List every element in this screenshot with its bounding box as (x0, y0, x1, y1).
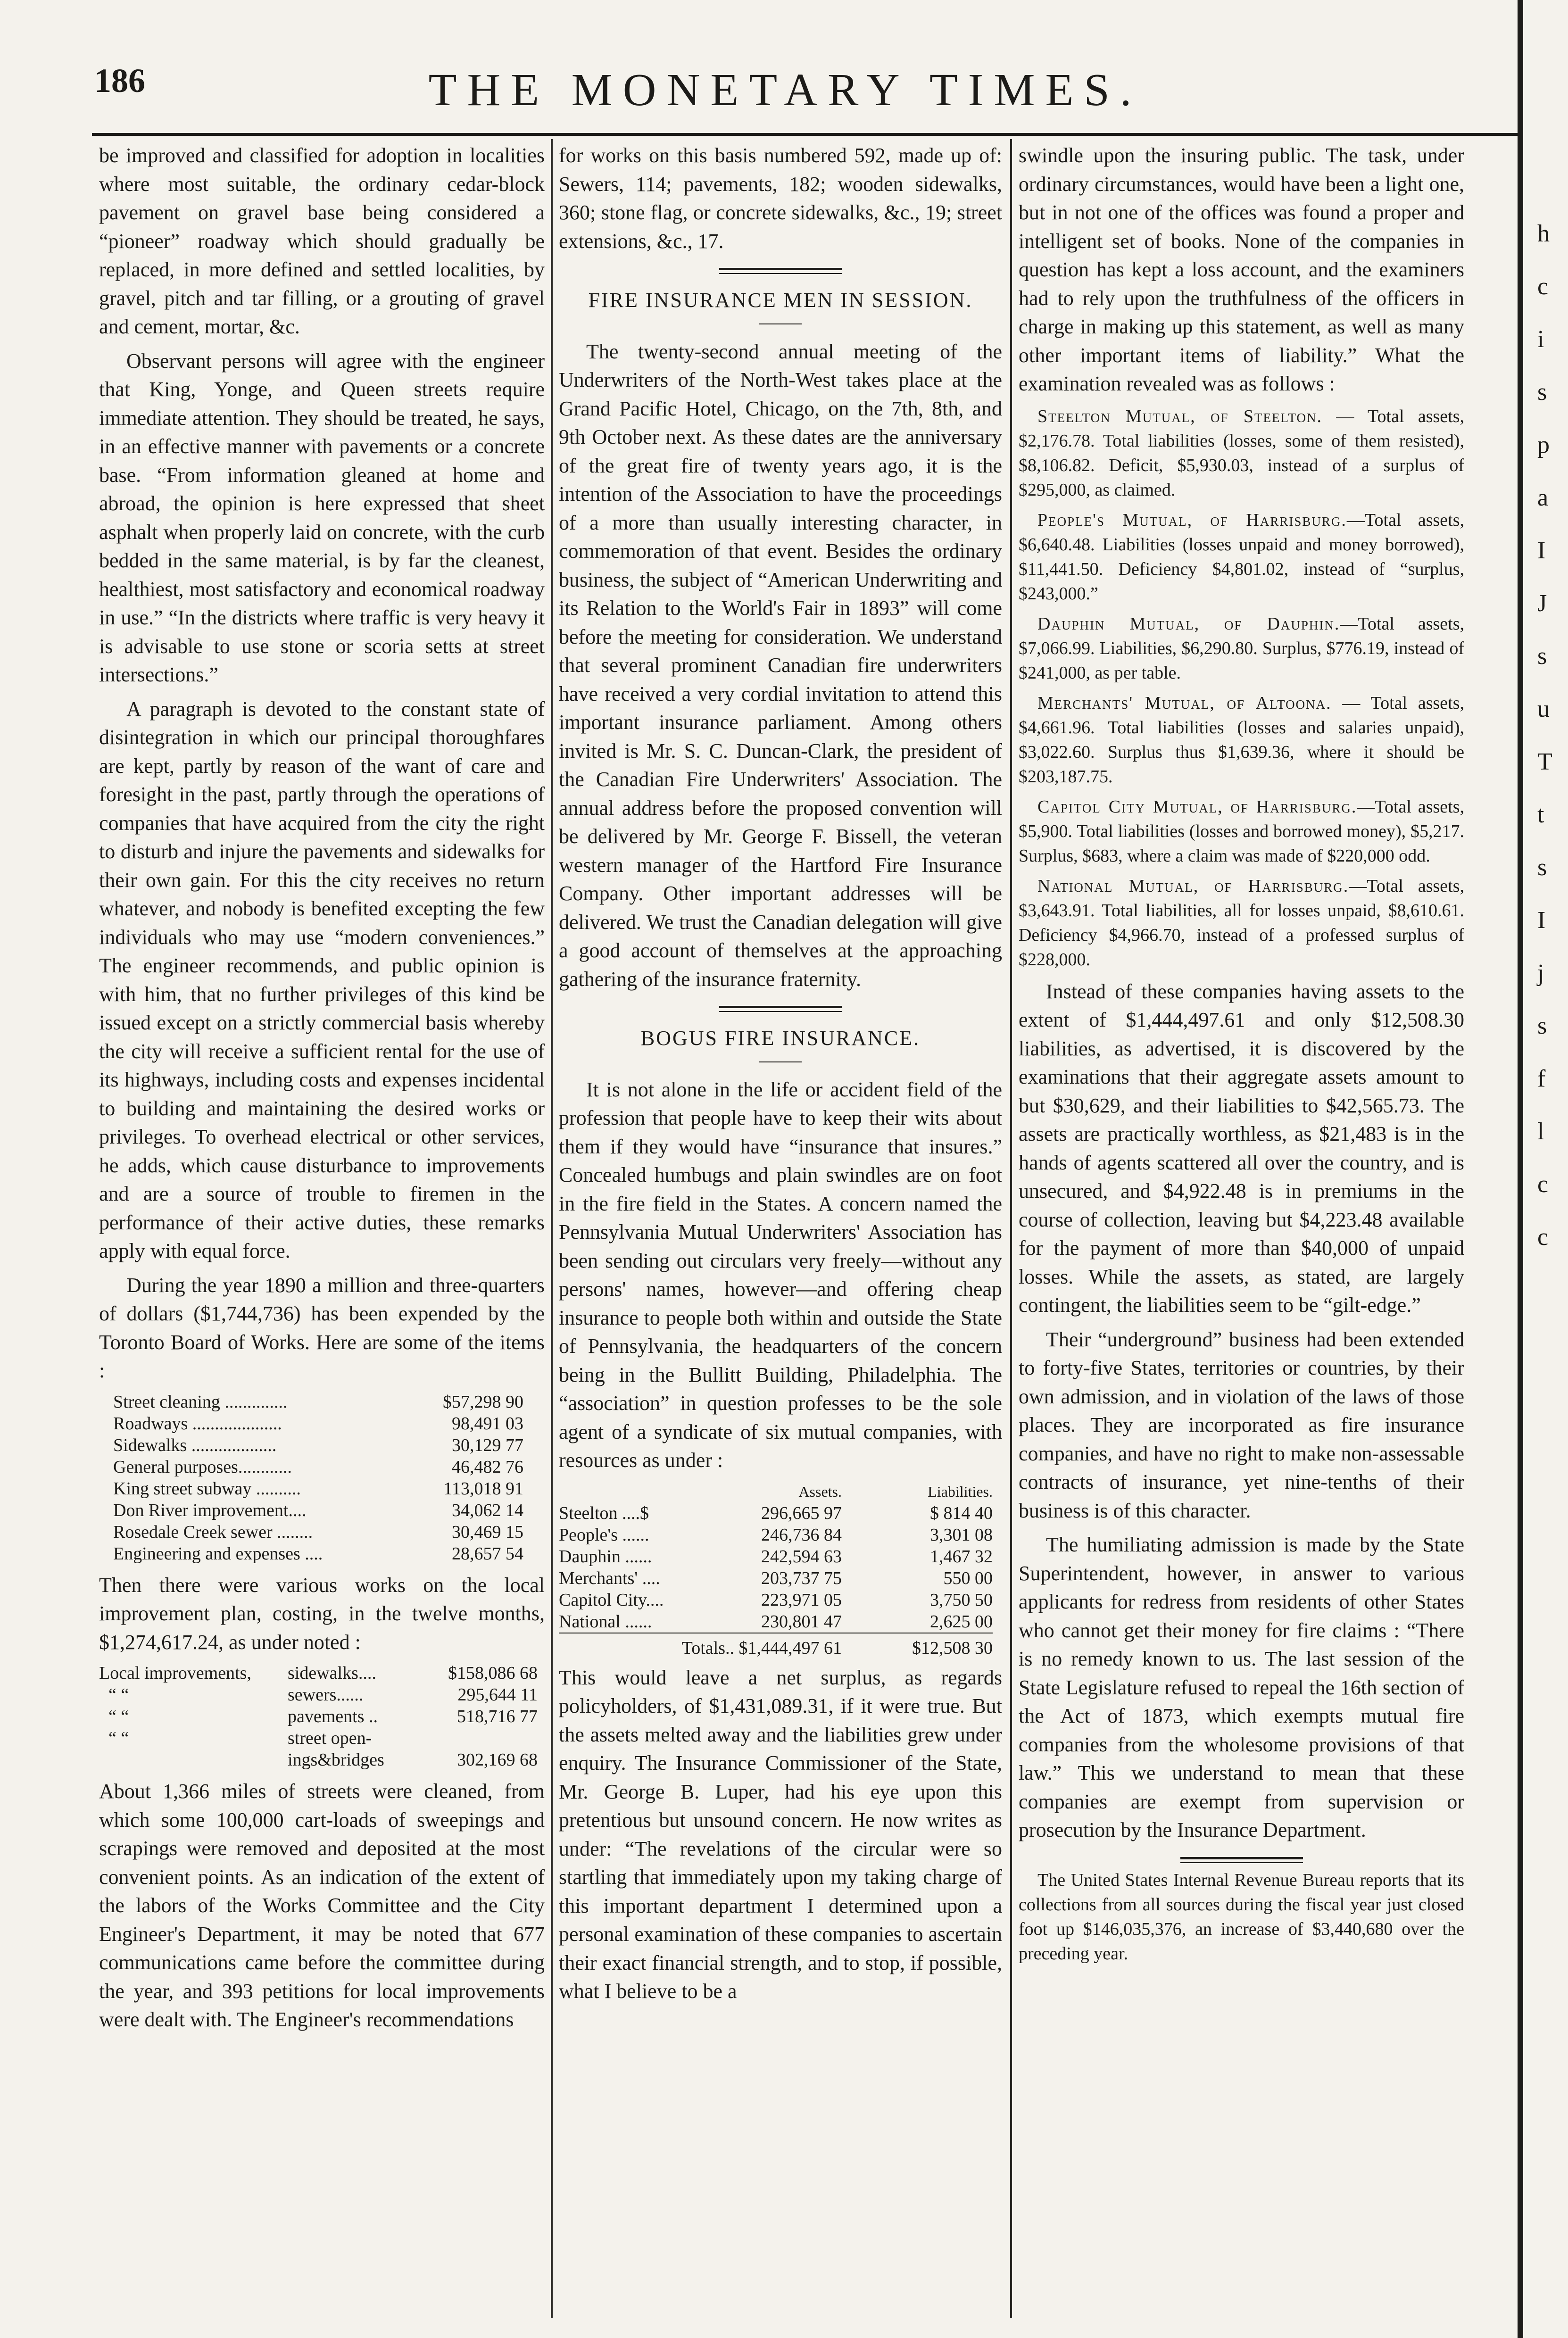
local-kind: street open- (288, 1728, 372, 1748)
table-row (99, 1749, 538, 1771)
bleed-letter: s (1537, 854, 1547, 881)
column-3 (1019, 141, 1464, 2315)
company-assets: 246,736 84 (761, 1525, 842, 1545)
item-label: Street cleaning .............. (113, 1392, 288, 1412)
bleed-letter: J (1537, 590, 1547, 617)
item-amount: $57,298 90 (443, 1392, 523, 1412)
bleed-letter: s (1537, 643, 1547, 670)
local-amount (410, 1727, 538, 1749)
paragraph: This would leave a net surplus, as regards policyholders, of $1,431,089.31, if it were true. But the assets melted away and the liabilities grew under enquiry. The Insurance Commissioner of the State, Mr. George B. Luper, had his eye upon this pretentious but unsound concern. He now writes as under: “The revelations of the circular were so startling that immediately upon my taking charge of this important department I determined upon a personal examination of these companies to ascertain their exact financial strength, and to stop, if possible, what I believe to be a (559, 1666, 1002, 2003)
article-heading: FIRE INSURANCE MEN IN SESSION. (588, 289, 973, 312)
local-label: “ “ (108, 1707, 129, 1726)
local-label: “ “ (108, 1685, 129, 1705)
heading-rule (759, 1061, 802, 1062)
company-liabilities: 3,750 50 (930, 1590, 993, 1610)
paragraph: The United States Internal Revenue Bureau reports that its collections from all sources during the fiscal year just closed foot up $146,035,376, an increase of $3,440,680 over the preceding year. (1019, 1870, 1464, 1964)
company-report (1019, 874, 1464, 972)
bleed-letter: T (1537, 748, 1552, 775)
table-header-row (559, 1481, 993, 1502)
page-edge-shadow (1518, 0, 1523, 2338)
table-row (113, 1521, 523, 1543)
paragraph: be improved and classified for adoption in localities where most suitable, the ordinary cedar-block pavement on gravel base being considered a “pioneer” roadway which should gradually be replaced, in more defined and settled localities, by gravel, pitch and tar filling, or a grouting of gravel and cement, mortar, &c. (99, 144, 545, 338)
bleed-letter: l (1537, 1118, 1544, 1145)
item-label: King street subway .......... (113, 1478, 301, 1499)
page-number: 186 (94, 62, 145, 99)
table-row (559, 1524, 993, 1546)
column-header-liabilities: Liabilities. (928, 1483, 993, 1500)
masthead-title: THE MONETARY TIMES. (428, 65, 1142, 116)
company-assets: 230,801 47 (761, 1611, 842, 1632)
table-row (559, 1589, 993, 1611)
local-label: Local improvements, (99, 1663, 251, 1683)
company-name: People's ...... (559, 1525, 649, 1545)
bleed-letter: h (1537, 220, 1550, 247)
paragraph: Their “underground” business had been extended to forty-five States, territories or countries, by their own admission, and in violation of the laws of those places. They are incorporated as fire insurance companies, and have no right to make non-assessable contracts of insurance, yet nine-tenths of their business is of this character. (1019, 1327, 1464, 1522)
table-row (559, 1611, 993, 1633)
local-amount: 518,716 77 (457, 1707, 538, 1726)
table-row (113, 1543, 523, 1565)
table-row (99, 1662, 538, 1684)
company-report-text: —Total assets, $3,643.91. Total liabilities, all for losses unpaid, $8,610.61. Deficiency $4,966.70, instead of a professed surplus of $228,000. (1019, 876, 1464, 970)
company-report-text: —Total assets, $7,066.99. Liabilities, $6,290.80. Surplus, $776.19, instead of $241,000, as per table. (1019, 614, 1464, 683)
item-label: General purposes............ (113, 1457, 292, 1477)
company-report-name: Merchants' Mutual, of Altoona. (1037, 693, 1332, 713)
table-row (559, 1502, 993, 1524)
bleed-letter: I (1537, 537, 1546, 564)
local-kind: sewers...... (288, 1685, 364, 1705)
paragraph: Then there were various works on the local improvement plan, costing, in the twelve months, $1,274,617.24, as under noted : (99, 1573, 545, 1654)
company-report-text: — Total assets, $4,661.96. Total liabilities (losses and salaries unpaid), $3,022.60. Surplus thus $1,639.36, where it should be $203,187.75. (1019, 693, 1464, 787)
column-1 (99, 141, 545, 2315)
totals-liabilities: $12,508 30 (842, 1633, 993, 1659)
company-report-name: Dauphin Mutual, of Dauphin. (1037, 614, 1340, 634)
bleed-letter: c (1537, 273, 1549, 300)
company-report-text: —Total assets, $6,640.48. Liabilities (losses unpaid and money borrowed), $11,441.50. Deficiency $4,801.02, instead of “surplus, $243,000.” (1019, 510, 1464, 604)
bleed-letter: t (1537, 801, 1544, 828)
table-row (559, 1546, 993, 1567)
item-amount: 46,482 76 (452, 1457, 523, 1477)
bleed-letter: a (1537, 484, 1549, 511)
paragraph: for works on this basis numbered 592, made up of: Sewers, 114; pavements, 182; wooden sidewalks, 360; stone flag, or concrete sidewalks, &c., 19; street extensions, &c., 17. (559, 144, 1002, 253)
company-report (1019, 404, 1464, 502)
table-row (113, 1500, 523, 1521)
paragraph: Instead of these companies having assets to the extent of $1,444,497.61 and only $12,508.30 liabilities, as advertised, it is discovered by the examinations that their aggregate assets amount to but $30,629, and their liabilities to $42,565.73. The assets are practically worthless, as $21,483 is in the hands of agents scattered all over the country, and is unsecured, and $4,922.48 is in premiums in the course of collection, leaving but $4,223.48 available for the payment of more than $40,000 of unpaid losses. While the assets, as stated, are largely contingent, the liabilities seem to be “gilt-edge.” (1019, 979, 1464, 1317)
company-report-text: —Total assets, $5,900. Total liabilities (losses and borrowed money), $5,217. Surplus, $683, where a claim was made of $220,000 odd. (1019, 796, 1464, 866)
totals-row (559, 1633, 993, 1659)
table-row (99, 1727, 538, 1749)
bleed-letter: p (1537, 431, 1550, 458)
section-divider (1180, 1857, 1303, 1863)
paragraph: A paragraph is devoted to the constant state of disintegration in which our principal thoroughfares are kept, partly by reason of the want of care and foresight in the past, partly through the operations of companies that have acquired from the city the right to disturb and injure the pavements and sidewalks for their own gain. For this the city receives no return whatever, and nobody is benefited excepting the few individuals who may use “modern conveniences.” The engineer recommends, and public opinion is with him, that no further privileges of this kind be issued except on a strictly commercial basis whereby the city will receive a sufficient rental for the use of its highways, including costs and expenses incidental to building and maintaining the desired works or privileges. To overhead electrical or other services, he adds, which cause disturbance to improvements and are a source of trouble to firemen in the performance of their active duties, these remarks apply with equal force. (99, 697, 545, 1262)
paragraph: The twenty-second annual meeting of the Underwriters of the North-West takes place at the Grand Pacific Hotel, Chicago, on the 7th, 8th, and 9th October next. As these dates are the anniversary of the great fire of twenty years ago, it is the intention of the Association to have the proceedings of a more than usually interesting character, in commemoration of that event. Besides the ordinary business, the subject of “American Underwriting and its Relation to the World's Fair in 1893” will come before the meeting for consideration. We understand that several prominent Canadian fire underwriters have received a very cordial invitation to attend this important insurance parliament. Among others invited is Mr. S. C. Duncan-Clark, the president of the Canadian Fire Underwriters' Association. The annual address before the proposed convention will be delivered by Mr. George F. Bissell, the veteran western manager of the Hartford Fire Insurance Company. Other important addresses will be delivered. We trust the Canadian delegation will give a good account of themselves at the approaching gathering of the insurance fraternity. (559, 340, 1002, 991)
company-assets: 223,971 05 (761, 1590, 842, 1610)
bleed-letter: c (1537, 1224, 1549, 1251)
item-label: Rosedale Creek sewer ........ (113, 1522, 313, 1542)
company-report-name: Capitol City Mutual, of Harrisburg. (1037, 796, 1357, 817)
company-liabilities: 1,467 32 (930, 1546, 993, 1567)
local-improvements-table (99, 1662, 538, 1771)
table-row (113, 1478, 523, 1500)
bleed-letter: j (1537, 960, 1544, 987)
item-amount: 34,062 14 (452, 1500, 523, 1520)
company-assets: 203,737 75 (761, 1568, 842, 1588)
company-report-name: Steelton Mutual, of Steelton. (1037, 406, 1323, 426)
revenue-note (1019, 1868, 1464, 1966)
company-name: Merchants' .... (559, 1568, 660, 1588)
table-row (559, 1567, 993, 1589)
company-liabilities: 3,301 08 (930, 1525, 993, 1545)
item-label: Roadways .................... (113, 1413, 282, 1434)
bleed-letter: s (1537, 379, 1547, 406)
paragraph: The humiliating admission is made by the State Superintendent, however, in answer to various applicants for redress from residents of other States who cannot get their money for fire claims : “There is no remedy known to us. The last session of the State Legislature refused to repeal the 16th section of the Act of 1873, which exempts mutual fire companies from the wholesome provisions of that law.” This we understand to mean that these companies are exempt from supervision or prosecution by the Insurance Department. (1019, 1533, 1464, 1841)
bleed-letter: u (1537, 696, 1550, 722)
local-kind: sidewalks.... (288, 1663, 376, 1683)
item-label: Don River improvement.... (113, 1500, 307, 1520)
company-report (1019, 612, 1464, 685)
company-report (1019, 795, 1464, 868)
table-row (113, 1413, 523, 1434)
company-assets: 296,665 97 (761, 1503, 842, 1523)
local-amount: $158,086 68 (448, 1663, 538, 1683)
company-report-name: National Mutual, of Harrisburg. (1037, 876, 1349, 896)
section-divider (719, 1006, 842, 1012)
item-amount: 28,657 54 (452, 1543, 523, 1564)
company-name: Capitol City.... (559, 1590, 664, 1610)
bleed-letter: I (1537, 907, 1546, 934)
companies-assets-table (559, 1481, 993, 1659)
bleed-letter: c (1537, 1171, 1549, 1198)
examination-results (1019, 404, 1464, 972)
item-amount: 30,129 77 (452, 1435, 523, 1455)
article-heading: BOGUS FIRE INSURANCE. (640, 1027, 921, 1050)
paragraph: It is not alone in the life or accident field of the profession that people have to keep their wits about them if they would have “insurance that insures.” Concealed humbugs and plain swindles are on foot in the fire field in the States. A concern named the Pennsylvania Mutual Underwriters' Association has been sending out circulars very freely—without any persons' names, however—and offering cheap insurance to people both within and outside the State of Pennsylvania, the headquarters of the concern being in the Bullitt Building, Philadelphia. The “association” in question professes to be the sole agent of a syndicate of six mutual companies, with resources as under : (559, 1078, 1002, 1472)
company-report-name: People's Mutual, of Harrisburg. (1037, 510, 1347, 530)
local-kind: pavements .. (288, 1707, 378, 1726)
table-row (99, 1684, 538, 1706)
paragraph: During the year 1890 a million and three-quarters of dollars ($1,744,736) has been expended by the Toronto Board of Works. Here are some of the items : (99, 1273, 545, 1382)
local-label (99, 1749, 288, 1771)
local-amount: 295,644 11 (457, 1685, 538, 1705)
works-items-table (113, 1391, 523, 1565)
company-liabilities: 550 00 (943, 1568, 993, 1588)
local-amount: 302,169 68 (457, 1750, 538, 1770)
company-assets: 242,594 63 (761, 1546, 842, 1567)
local-label: “ “ (108, 1728, 129, 1748)
item-amount: 30,469 15 (452, 1522, 523, 1542)
column-rule-1 (551, 139, 553, 2318)
totals-assets: Totals.. $1,444,497 61 (559, 1633, 842, 1659)
item-amount: 98,491 03 (452, 1413, 523, 1434)
company-name: Dauphin ...... (559, 1546, 652, 1567)
column-2 (559, 141, 1002, 2315)
heading-rule (759, 323, 802, 324)
table-row (99, 1706, 538, 1727)
column-rule-2 (1010, 139, 1012, 2318)
company-report (1019, 691, 1464, 789)
paragraph: About 1,366 miles of streets were cleaned, from which some 100,000 cart-loads of sweepings and scrapings were removed and deposited at the most convenient points. As an indication of the extent of the labors of the Works Committee and the City Engineer's Department, it may be noted that 677 communications came before the committee during the year, and 393 petitions for local improvements were dealt with. The Engineer's recommendations (99, 1780, 545, 2031)
adjacent-page-bleed (1537, 207, 1566, 1264)
paragraph: Observant persons will agree with the engineer that King, Yonge, and Queen streets require immediate attention. They should be treated, he says, in an effective manner with pavements or a concrete base. “From information gleaned at home and abroad, the opinion is here expressed that sheet asphalt when properly laid on concrete, with the curb bedded in the same material, is by far the cleanest, healthiest, most satisfactory and economical roadway in use.” “In the districts where traffic is very heavy it is advisable to use stone or scoria setts at street intersections.” (99, 349, 545, 686)
paragraph: swindle upon the insuring public. The task, under ordinary circumstances, would have been a light one, but in not one of the offices was found a proper and intelligent set of books. None of the companies in question has kept a loss account, and the examiners had to rely upon the truthfulness of the officers in charge in making up this statement, as well as many other important items of liability.” What the examination revealed was as follows : (1019, 144, 1464, 395)
bleed-letter: s (1537, 1012, 1547, 1039)
item-label: Engineering and expenses .... (113, 1543, 323, 1564)
bleed-letter: f (1537, 1065, 1546, 1092)
item-amount: 113,018 91 (443, 1478, 523, 1499)
table-row (113, 1391, 523, 1413)
table-row (113, 1434, 523, 1456)
table-row (113, 1456, 523, 1478)
bleed-letter: i (1537, 326, 1544, 353)
company-liabilities: 2,625 00 (930, 1611, 993, 1632)
company-name: National ...... (559, 1611, 652, 1632)
header-rule (92, 133, 1523, 136)
local-kind: ings&bridges (288, 1750, 384, 1770)
company-name: Steelton ....$ (559, 1503, 649, 1523)
company-report (1019, 508, 1464, 606)
item-label: Sidewalks ................... (113, 1435, 277, 1455)
company-liabilities: $ 814 40 (930, 1503, 993, 1523)
section-divider (719, 268, 842, 274)
company-report-text: — Total assets, $2,176.78. Total liabilities (losses, some of them resisted), $8,106.82. Deficit, $5,930.03, instead of a surplus of $295,000, as claimed. (1019, 406, 1464, 500)
column-header-assets: Assets. (798, 1483, 842, 1500)
